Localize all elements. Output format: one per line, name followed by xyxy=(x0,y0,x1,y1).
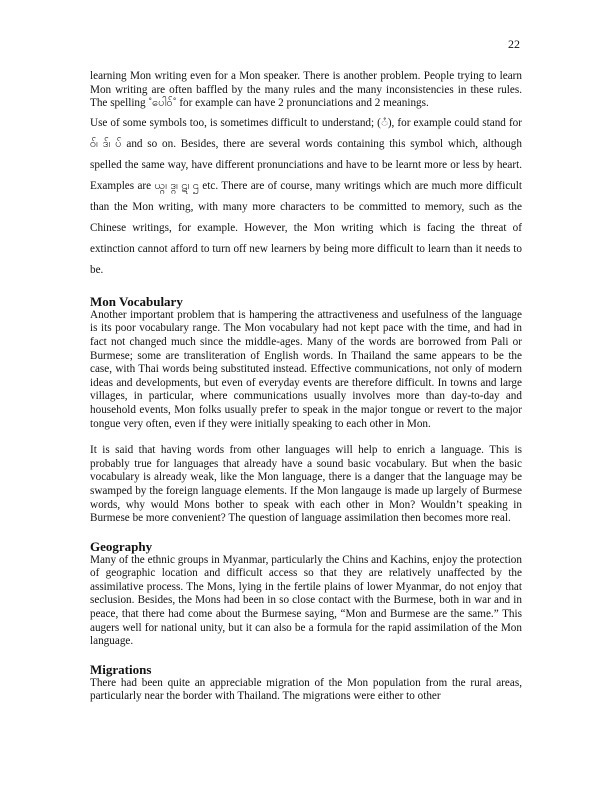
vocabulary-paragraph-2: It is said that having words from other languages will help to enrich a language. This is probably true for languages that already have a sound basic vocabulary. But when the basic vocabulary is already weak, like the Mon language, there is a danger that the language may be swamped by the foreign language elements. If the Mon langauge is made up largely of Burmese words, why would Mons bother to speak with each other in Mon? Wouldn’t speaking in Burmese be more convenient? The question of language assimilation then becomes more real. xyxy=(90,444,522,525)
intro-paragraph-2: Use of some symbols too, is sometimes difficult to understand; (ံ), for example could stand for ဝ်၊ ဒ်၊ ပ် and so on. Besides, there are several words containing this symbol which, although spelled the same way, have different pronunciations and have to be learnt more or less by heart. Examples are ယ္ဂ၊ ဒ္ဂ၊ ဋ၊ ဌ etc. There are of course, many writings which are much more difficult than the Mon writing, with many more characters to be committed to memory, such as the Chinese writings, for example. However, the Mon writing which is facing the threat of extinction cannot afford to turn off new learners by being more difficult to learn than it needs to be. xyxy=(90,116,522,276)
migrations-paragraph-1: There had been quite an appreciable migration of the Mon population from the rural areas, particularly near the border with Thailand. The migrations were either to other xyxy=(90,676,522,703)
section-heading-geography: Geography xyxy=(90,538,153,554)
geography-paragraph-1: Many of the ethnic groups in Myanmar, particularly the Chins and Kachins, enjoy the protection of geographic location and difficult access so that they are relatively unaffected by the assimilative process. The Mons, lying in the fertile plains of lower Myanmar, do not enjoy that seclusion. Besides, the Mons had been in so close contact with the Burmese, both in war and in peace, that there had come about the Burmese saying, “Mon and Burmese are the same.” This augers well for national unity, but it can also be a formula for the rapid assimilation of the Mon language. xyxy=(90,553,522,648)
page-number: 22 xyxy=(508,37,520,51)
intro-paragraph-1: learning Mon writing even for a Mon speaker. There is another problem. People trying to learn Mon writing are often baffled by the many rules and the many inconsistencies in these rules. The spelling ˚ပေါဝ်˚ for example can have 2 pronunciations and 2 meanings. xyxy=(90,70,522,110)
section-heading-mon-vocabulary: Mon Vocabulary xyxy=(90,293,183,309)
section-heading-migrations: Migrations xyxy=(90,661,152,677)
vocabulary-paragraph-1: Another important problem that is hampering the attractiveness and usefulness of the language is its poor vocabulary range. The Mon vocabulary had not kept pace with the time, and had in fact not changed much since the middle-ages. Many of the words are borrowed from Pali or Burmese; some are transliteration of English words. In Thailand the same appears to be the case, with Thai words being substituted instead. Effective communications, not only of modern ideas and developments, but even of everyday events are therefore difficult. In towns and large villages, in particular, where communications usually involves more than day-to-day and household events, Mon folks usually prefer to speak in the major tongue or revert to the major tongue very often, even if they were initially speaking to each other in Mon. xyxy=(90,308,522,430)
page-body xyxy=(90,70,522,704)
